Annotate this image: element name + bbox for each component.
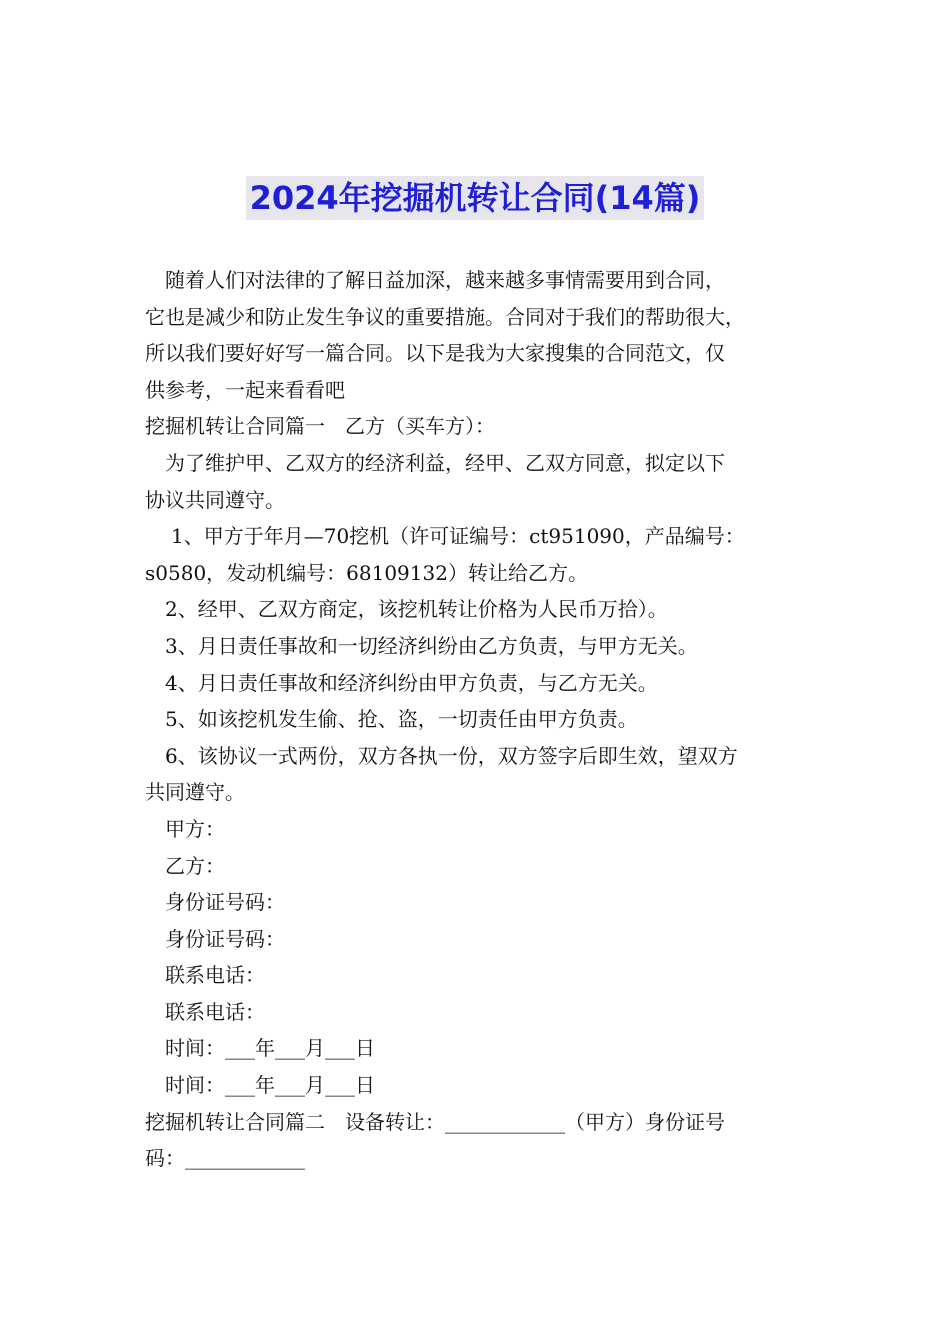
phone-a: 联系电话： bbox=[165, 963, 265, 988]
intro-line-2: 它也是减少和防止发生争议的重要措施。合同对于我们的帮助很大， bbox=[145, 304, 745, 329]
date-a: 时间：___年___月___日 bbox=[165, 1036, 375, 1061]
clause-6-line-2: 共同遵守。 bbox=[145, 780, 245, 805]
signature-party-a: 甲方： bbox=[165, 816, 225, 841]
clause-2: 2、经甲、乙双方商定，该挖机转让价格为人民币万拾）。 bbox=[165, 597, 668, 622]
phone-b: 联系电话： bbox=[165, 999, 265, 1024]
preamble-line-2: 协议共同遵守。 bbox=[145, 487, 285, 512]
clause-1-line-2: s0580，发动机编号：68109132）转让给乙方。 bbox=[145, 560, 588, 585]
clause-6-line-1: 6、该协议一式两份，双方各执一份，双方签字后即生效，望双方 bbox=[165, 743, 738, 768]
intro-line-4: 供参考，一起来看看吧 bbox=[145, 377, 345, 402]
section-heading-1: 挖掘机转让合同篇一 乙方（买车方）： bbox=[145, 414, 495, 439]
document-body bbox=[145, 262, 810, 1177]
id-number-b: 身份证号码： bbox=[165, 926, 285, 951]
clause-5: 5、如该挖机发生偷、抢、盗，一切责任由甲方负责。 bbox=[165, 707, 638, 732]
clause-3: 3、月日责任事故和一切经济纠纷由乙方负责，与甲方无关。 bbox=[165, 633, 698, 658]
intro-line-3: 所以我们要好好写一篇合同。以下是我为大家搜集的合同范文，仅 bbox=[145, 341, 725, 366]
section-2-line-2: 码：____________ bbox=[145, 1146, 305, 1171]
preamble-line-1: 为了维护甲、乙双方的经济利益，经甲、乙双方同意，拟定以下 bbox=[165, 450, 725, 475]
intro-line-1: 随着人们对法律的了解日益加深，越来越多事情需要用到合同， bbox=[165, 268, 725, 292]
title-container bbox=[0, 176, 950, 220]
document-title: 2024年挖掘机转让合同(14篇) bbox=[246, 176, 705, 220]
clause-4: 4、月日责任事故和经济纠纷由甲方负责，与乙方无关。 bbox=[165, 670, 658, 695]
date-b: 时间：___年___月___日 bbox=[165, 1073, 375, 1098]
id-number-a: 身份证号码： bbox=[165, 890, 285, 915]
clause-1-line-1: 1、甲方于年月—70挖机（许可证编号：ct951090，产品编号： bbox=[171, 524, 745, 549]
section-heading-2: 挖掘机转让合同篇二 设备转让：____________（甲方）身份证号 bbox=[145, 1109, 725, 1134]
signature-party-b: 乙方： bbox=[165, 853, 225, 878]
